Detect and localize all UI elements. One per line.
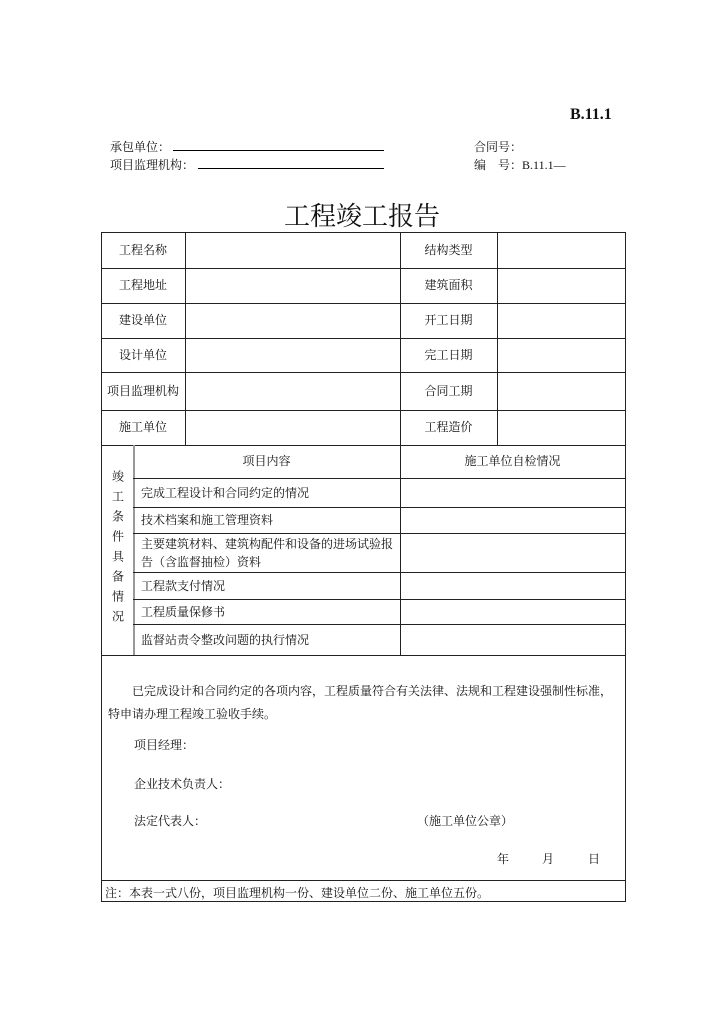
tech-lead-label: 企业技术负责人： [134,777,231,791]
form-code: B.11.1 [570,106,612,123]
label-owner: 建设单位 [118,313,167,327]
contract-no-label: 合同号： [474,140,523,154]
number-label: 编 号：B.11.1— [474,158,566,172]
label-finish-date: 完工日期 [424,347,473,362]
supervisor-label: 项目监理机构： [110,158,195,172]
legal-rep-label: 法定代表人： [134,814,207,828]
footnote: 注：本表一式八份，项目监理机构一份、建设单位二份、施工单位五份。 [105,886,490,900]
label-constructor: 施工单位 [118,420,167,434]
number-value: B.11.1— [522,158,566,172]
condition-item: 工程款支付情况 [141,578,226,593]
label-start-date: 开工日期 [424,313,473,327]
contractor-label: 承包单位： [110,140,171,154]
col-check-header: 施工单位自检情况 [464,454,561,468]
conditions-side-label: 竣工条件具备情况 [110,470,125,630]
label-designer: 设计单位 [118,347,167,362]
label-project-name: 工程名称 [118,242,167,257]
year-label: 年 [497,852,510,866]
condition-item: 工程质量保修书 [141,604,226,619]
supervisor-field[interactable] [198,168,384,169]
month-label: 月 [542,852,555,866]
label-cost: 工程造价 [424,420,473,434]
label-supervisor: 项目监理机构 [106,383,179,398]
label-contract-period: 合同工期 [424,383,473,398]
statement-text: 已完成设计和合同约定的各项内容，工程质量符合有关法律、法规和工程建设强制性标准，特申请办理工程竣工验收手续。 [108,684,613,721]
contractor-field[interactable] [173,150,384,151]
condition-item: 技术档案和施工管理资料 [141,513,274,527]
project-manager-label: 项目经理： [134,738,195,752]
col-content-header: 项目内容 [242,454,291,468]
condition-item: 完成工程设计和合同约定的情况 [141,485,310,500]
page-title: 工程竣工报告 [283,202,440,232]
condition-item: 主要建筑材料、建筑构配件和设备的进场试验报告（含监督抽检）资料 [141,536,394,569]
label-structure-type: 结构类型 [424,242,473,257]
label-project-address: 工程地址 [118,278,167,292]
label-building-area: 建筑面积 [424,278,473,292]
condition-item: 监督站责令整改问题的执行情况 [141,632,310,647]
day-label: 日 [588,852,601,866]
seal-label: （施工单位公章） [417,814,514,828]
